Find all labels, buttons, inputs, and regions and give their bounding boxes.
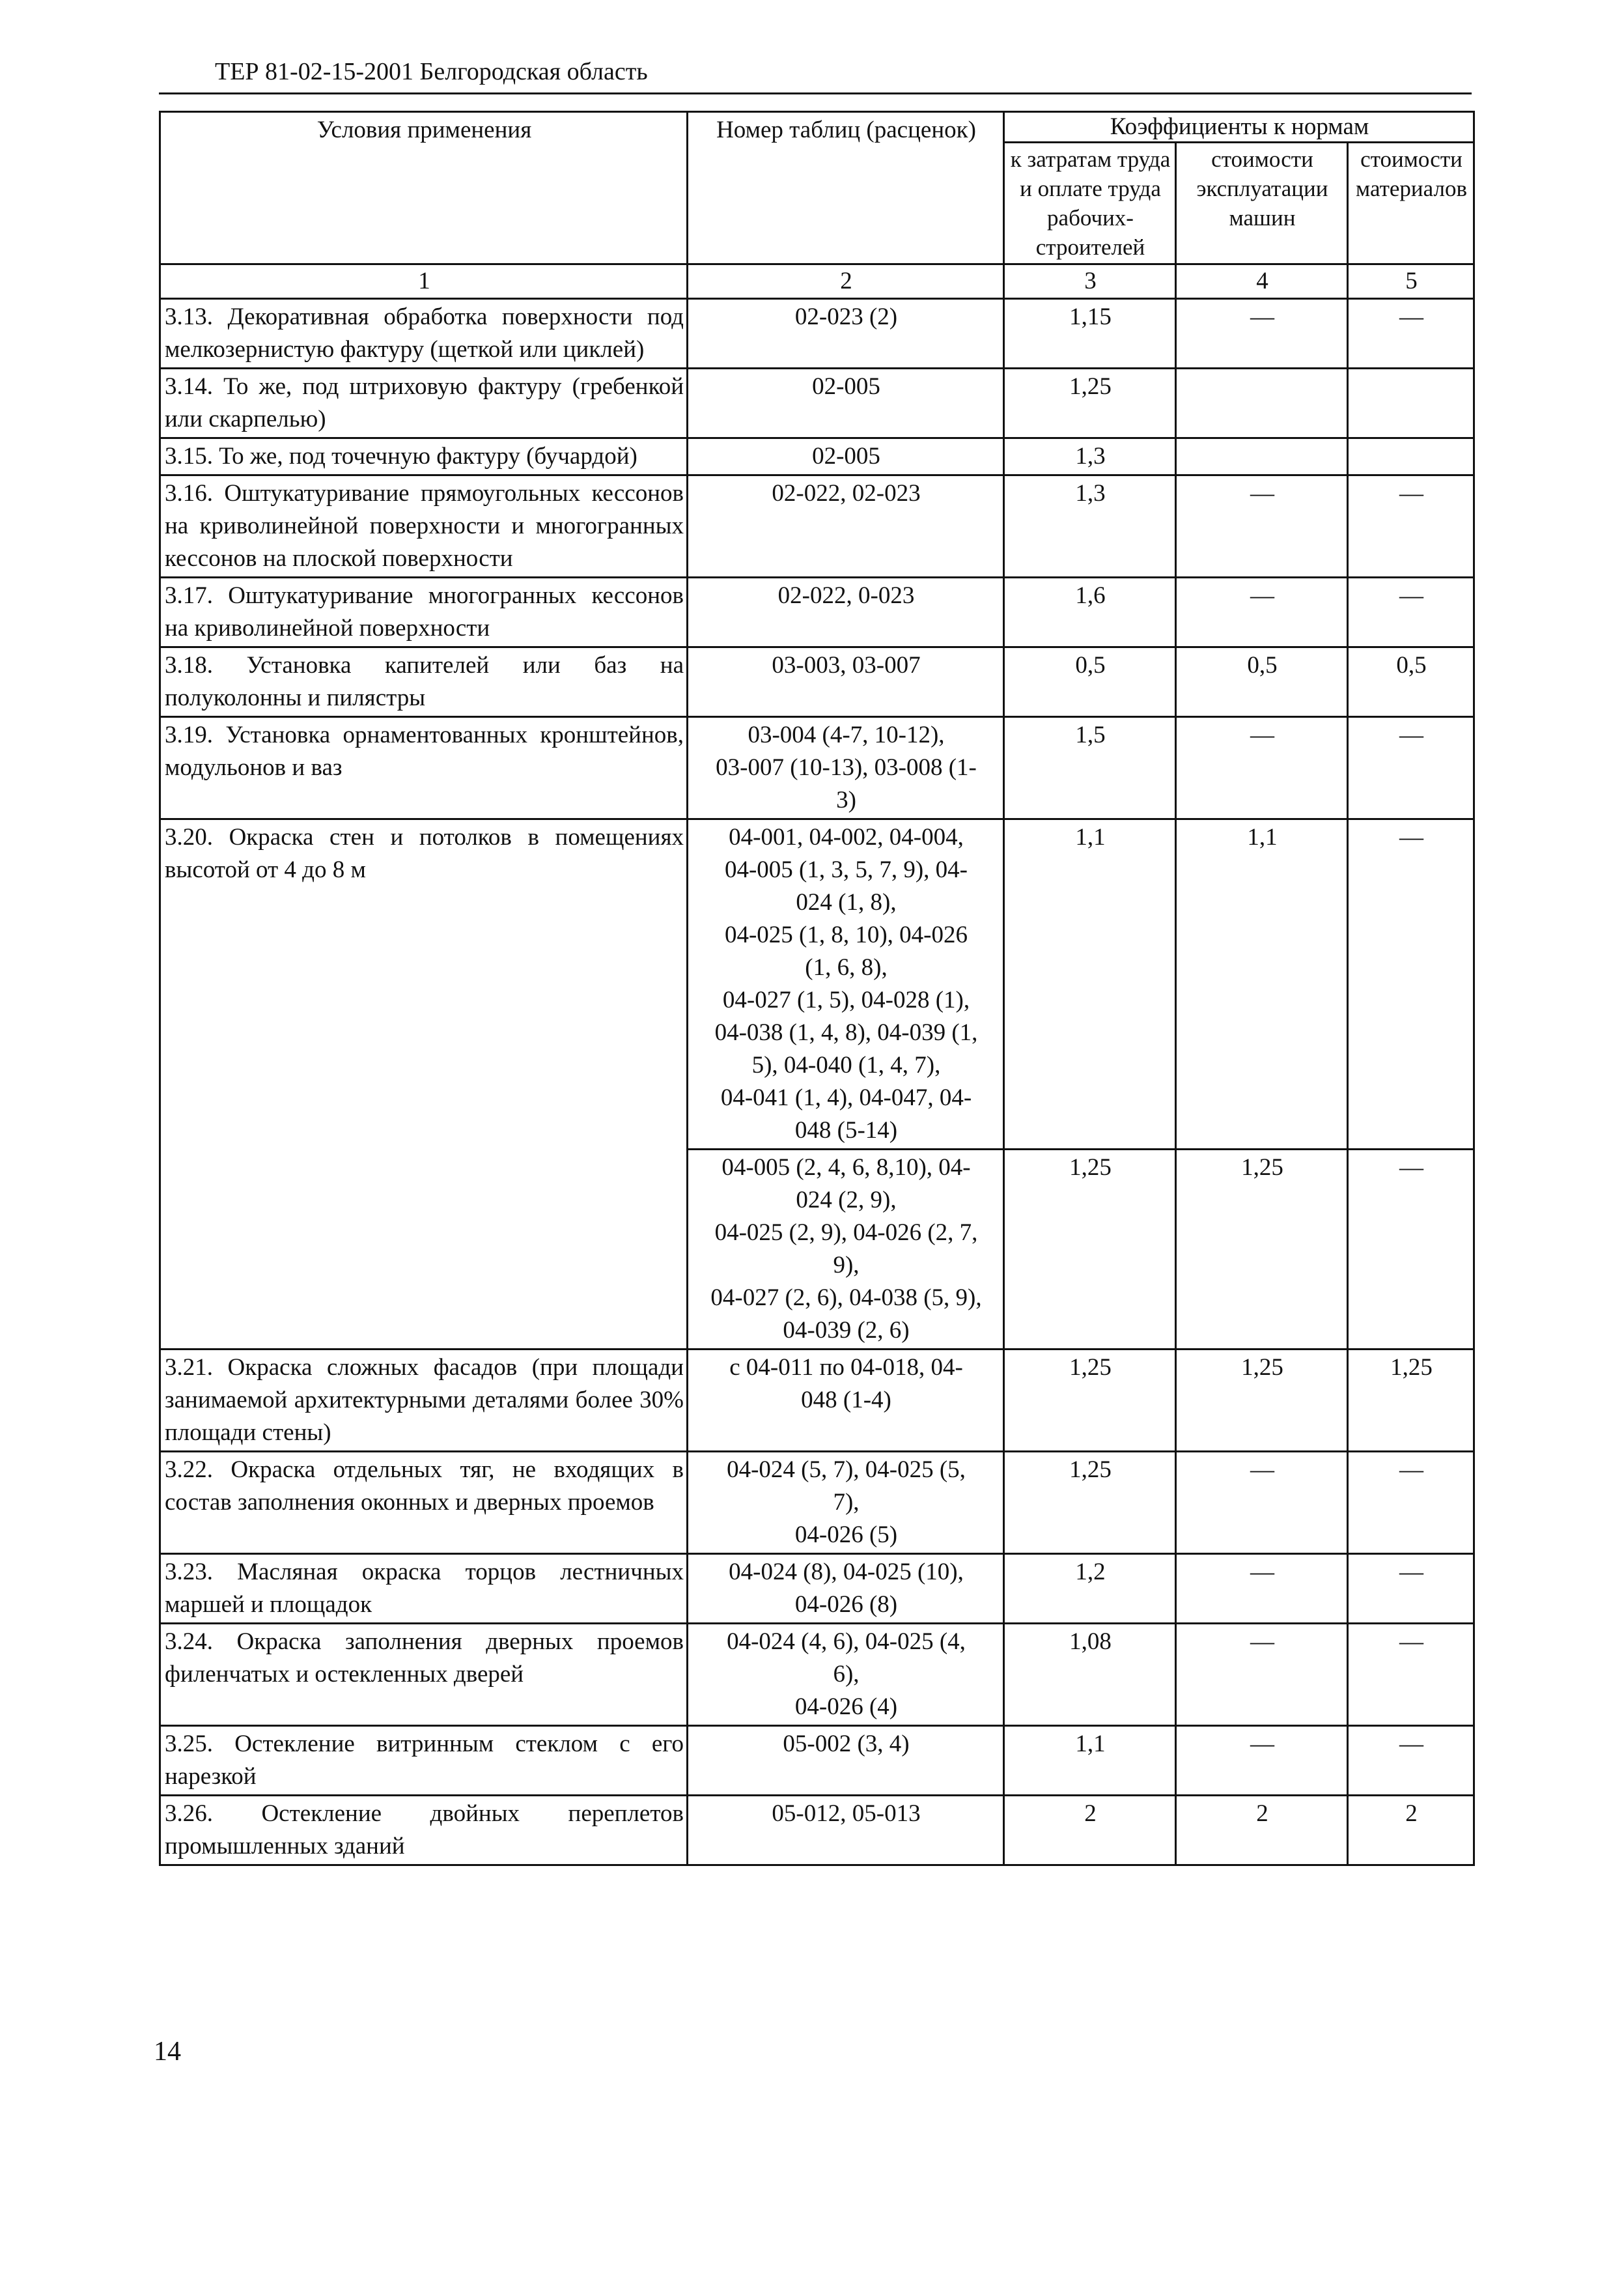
page-number: 14 xyxy=(154,2037,181,2067)
machines-coefficient-cell: — xyxy=(1176,1554,1348,1624)
materials-coefficient-cell: — xyxy=(1348,299,1474,369)
condition-cell: 3.16. Оштукатуривание прямоугольных кессонов на криволинейной поверхности и многогранных кессонов на плоской поверхности xyxy=(160,475,688,578)
machines-coefficient-cell: 0,5 xyxy=(1176,647,1348,717)
materials-coefficient-cell: 2 xyxy=(1348,1796,1474,1865)
labor-coefficient-cell: 1,1 xyxy=(1004,819,1176,1150)
table-number-line: 024 (1, 8), xyxy=(796,889,897,916)
table-number-cell xyxy=(688,1796,1004,1865)
table-number-line: (1, 6, 8), xyxy=(805,954,888,981)
table-number-line: 02-023 (2) xyxy=(794,304,898,330)
table-row xyxy=(160,1726,1474,1796)
table-number-line: 04-026 (8) xyxy=(794,1591,898,1618)
table-number-line: 04-005 (2, 4, 6, 8,10), 04- xyxy=(721,1154,971,1181)
table-row xyxy=(160,1796,1474,1865)
machines-coefficient-cell: 1,1 xyxy=(1176,819,1348,1150)
labor-coefficient-cell: 0,5 xyxy=(1004,647,1176,717)
table-number-line: 9), xyxy=(833,1252,860,1279)
materials-coefficient-cell: — xyxy=(1348,1624,1474,1726)
materials-coefficient-cell: 1,25 xyxy=(1348,1350,1474,1452)
table-number-line: 02-022, 0-023 xyxy=(777,582,915,609)
labor-coefficient-cell: 1,25 xyxy=(1004,1452,1176,1554)
labor-coefficient-cell: 1,25 xyxy=(1004,369,1176,438)
table-row xyxy=(160,1452,1474,1554)
column-number: 4 xyxy=(1176,264,1348,299)
table-body xyxy=(160,299,1474,1865)
table-number-line: 02-022, 02-023 xyxy=(772,480,921,507)
labor-coefficient-cell: 2 xyxy=(1004,1796,1176,1865)
table-number-line: 04-001, 04-002, 04-004, xyxy=(729,824,964,851)
table-number-line: 3) xyxy=(836,787,856,813)
table-number-line: 04-025 (2, 9), 04-026 (2, 7, xyxy=(714,1219,978,1246)
labor-coefficient-cell: 1,5 xyxy=(1004,717,1176,819)
table-number-cell xyxy=(688,438,1004,475)
condition-cell: 3.23. Масляная окраска торцов лестничных маршей и площадок xyxy=(160,1554,688,1624)
labor-coefficient-cell: 1,3 xyxy=(1004,475,1176,578)
materials-coefficient-cell: — xyxy=(1348,1554,1474,1624)
table-number-line: 6), xyxy=(833,1661,860,1688)
header-conditions: Условия применения xyxy=(160,112,688,264)
table-number-line: 03-007 (10-13), 03-008 (1- xyxy=(716,754,977,781)
machines-coefficient-cell: 1,25 xyxy=(1176,1150,1348,1350)
table-number-line: 04-027 (1, 5), 04-028 (1), xyxy=(722,987,970,1013)
labor-coefficient-cell: 1,25 xyxy=(1004,1350,1176,1452)
condition-cell: 3.20. Окраска стен и потолков в помещениях высотой от 4 до 8 м xyxy=(160,819,688,1350)
table-row xyxy=(160,717,1474,819)
machines-coefficient-cell: 2 xyxy=(1176,1796,1348,1865)
table-number-line: 03-004 (4-7, 10-12), xyxy=(748,722,945,748)
page-header-title: ТЕР 81-02-15-2001 Белгородская область xyxy=(215,58,648,85)
machines-coefficient-cell: — xyxy=(1176,717,1348,819)
condition-cell: 3.24. Окраска заполнения дверных проемов филенчатых и остекленных дверей xyxy=(160,1624,688,1726)
table-number-line: 04-027 (2, 6), 04-038 (5, 9), xyxy=(710,1284,982,1311)
table-number-cell xyxy=(688,1624,1004,1726)
materials-coefficient-cell: — xyxy=(1348,475,1474,578)
machines-coefficient-cell: — xyxy=(1176,299,1348,369)
materials-coefficient-cell: — xyxy=(1348,717,1474,819)
materials-coefficient-cell: — xyxy=(1348,1452,1474,1554)
table-number-cell xyxy=(688,1726,1004,1796)
condition-cell: 3.17. Оштукатуривание многогранных кессонов на криволинейной поверхности xyxy=(160,578,688,647)
machines-coefficient-cell xyxy=(1176,438,1348,475)
labor-coefficient-cell: 1,6 xyxy=(1004,578,1176,647)
machines-coefficient-cell: — xyxy=(1176,578,1348,647)
table-number-line: 04-039 (2, 6) xyxy=(783,1317,910,1344)
labor-coefficient-cell: 1,2 xyxy=(1004,1554,1176,1624)
condition-cell: 3.13. Декоративная обработка поверхности под мелкозернистую фактуру (щеткой или циклей) xyxy=(160,299,688,369)
table-number-line: 05-002 (3, 4) xyxy=(783,1731,910,1757)
column-number: 1 xyxy=(160,264,688,299)
labor-coefficient-cell: 1,3 xyxy=(1004,438,1176,475)
table-row xyxy=(160,438,1474,475)
column-number: 3 xyxy=(1004,264,1176,299)
table-number-line: 04-026 (5) xyxy=(794,1521,898,1548)
coefficients-table xyxy=(159,111,1475,1866)
table-number-cell xyxy=(688,1350,1004,1452)
materials-coefficient-cell: — xyxy=(1348,1726,1474,1796)
materials-coefficient-cell xyxy=(1348,438,1474,475)
machines-coefficient-cell: — xyxy=(1176,1624,1348,1726)
table-row xyxy=(160,578,1474,647)
table-number-cell xyxy=(688,369,1004,438)
table-number-line: 04-005 (1, 3, 5, 7, 9), 04- xyxy=(724,856,968,883)
materials-coefficient-cell: — xyxy=(1348,1150,1474,1350)
table-row xyxy=(160,1624,1474,1726)
table-number-cell xyxy=(688,819,1004,1150)
header-rule xyxy=(159,92,1472,94)
table-number-line: 7), xyxy=(833,1489,860,1516)
condition-cell: 3.22. Окраска отдельных тяг, не входящих в состав заполнения оконных и дверных проемов xyxy=(160,1452,688,1554)
condition-cell: 3.19. Установка орнаментованных кронштейнов, модульонов и ваз xyxy=(160,717,688,819)
machines-coefficient-cell: 1,25 xyxy=(1176,1350,1348,1452)
table-row xyxy=(160,647,1474,717)
table-row xyxy=(160,819,1474,1150)
condition-cell: 3.18. Установка капителей или баз на полуколонны и пилястры xyxy=(160,647,688,717)
machines-coefficient-cell: — xyxy=(1176,1726,1348,1796)
condition-cell: 3.15. То же, под точечную фактуру (бучардой) xyxy=(160,438,688,475)
table-number-cell xyxy=(688,578,1004,647)
condition-cell: 3.25. Остекление витринным стеклом с его нарезкой xyxy=(160,1726,688,1796)
table-number-line: 02-005 xyxy=(812,373,880,400)
table-number-cell xyxy=(688,475,1004,578)
header-coefficients-group: Коэффициенты к нормам xyxy=(1004,112,1474,143)
table-row xyxy=(160,475,1474,578)
table-number-line: 04-025 (1, 8, 10), 04-026 xyxy=(724,922,968,948)
table-number-cell xyxy=(688,717,1004,819)
labor-coefficient-cell: 1,15 xyxy=(1004,299,1176,369)
materials-coefficient-cell xyxy=(1348,369,1474,438)
materials-coefficient-cell: — xyxy=(1348,819,1474,1150)
table-row xyxy=(160,369,1474,438)
table-number-cell xyxy=(688,1452,1004,1554)
labor-coefficient-cell: 1,1 xyxy=(1004,1726,1176,1796)
table-number-cell xyxy=(688,299,1004,369)
table-number-line: 048 (1-4) xyxy=(801,1387,891,1413)
table-number-line: 048 (5-14) xyxy=(794,1117,898,1144)
table-number-line: 02-005 xyxy=(812,443,880,470)
table-number-line: с 04-011 по 04-018, 04- xyxy=(729,1354,963,1381)
table-number-line: 04-038 (1, 4, 8), 04-039 (1, xyxy=(714,1019,978,1046)
table-number-line: 04-024 (8), 04-025 (10), xyxy=(729,1559,964,1585)
table-number-line: 04-024 (5, 7), 04-025 (5, xyxy=(727,1456,966,1483)
machines-coefficient-cell xyxy=(1176,369,1348,438)
table-number-line: 03-003, 03-007 xyxy=(772,652,921,679)
condition-cell: 3.21. Окраска сложных фасадов (при площади занимаемой архитектурными деталями более 30% площади стены) xyxy=(160,1350,688,1452)
table-row xyxy=(160,1350,1474,1452)
header-materials: стоимости материалов xyxy=(1348,143,1474,264)
table-number-line: 5), 04-040 (1, 4, 7), xyxy=(751,1052,941,1079)
table-row xyxy=(160,1554,1474,1624)
header-table-number: Номер таблиц (расценок) xyxy=(688,112,1004,264)
column-number: 5 xyxy=(1348,264,1474,299)
table-number-cell xyxy=(688,647,1004,717)
labor-coefficient-cell: 1,08 xyxy=(1004,1624,1176,1726)
condition-cell: 3.14. То же, под штриховую фактуру (гребенкой или скарпелью) xyxy=(160,369,688,438)
column-number: 2 xyxy=(688,264,1004,299)
header-machines: стоимости эксплуатации машин xyxy=(1176,143,1348,264)
labor-coefficient-cell: 1,25 xyxy=(1004,1150,1176,1350)
table-number-line: 05-012, 05-013 xyxy=(772,1800,921,1827)
table-number-line: 04-026 (4) xyxy=(794,1693,898,1720)
machines-coefficient-cell: — xyxy=(1176,1452,1348,1554)
header-labor: к затратам труда и оплате труда рабочих-строителей xyxy=(1004,143,1176,264)
materials-coefficient-cell: 0,5 xyxy=(1348,647,1474,717)
table-number-cell xyxy=(688,1554,1004,1624)
table-number-line: 04-024 (4, 6), 04-025 (4, xyxy=(727,1628,966,1655)
table-number-line: 024 (2, 9), xyxy=(796,1187,897,1213)
materials-coefficient-cell: — xyxy=(1348,578,1474,647)
table-row xyxy=(160,299,1474,369)
table-number-cell xyxy=(688,1150,1004,1350)
table-number-line: 04-041 (1, 4), 04-047, 04- xyxy=(720,1084,972,1111)
machines-coefficient-cell: — xyxy=(1176,475,1348,578)
condition-cell: 3.26. Остекление двойных переплетов промышленных зданий xyxy=(160,1796,688,1865)
